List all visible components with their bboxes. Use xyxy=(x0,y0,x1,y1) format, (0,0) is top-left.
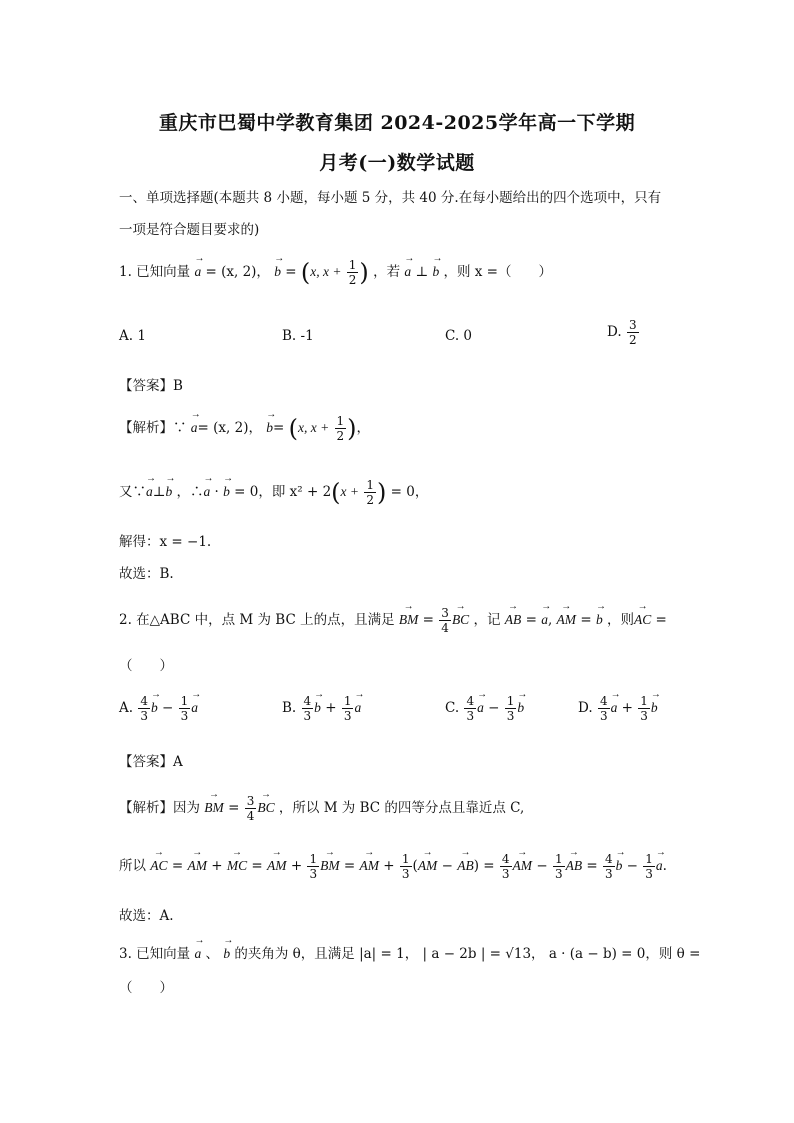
q3-paren: （ ） xyxy=(119,980,173,996)
section-heading-line1: 一、单项选择题(本题共 8 小题，每小题 5 分，共 40 分.在每小题给出的四个选项中，只有 xyxy=(119,190,662,206)
q2-choose: 故选：A. xyxy=(119,908,174,924)
question-3: 3. 已知向量 → a 、 → b 的夹角为 θ，且满足 |a| = 1， | a − 2b | = √13， a · (a − b) = 0，则 θ = xyxy=(119,942,700,962)
fraction-three-halves: $\frac{3}{2}$ xyxy=(628,318,637,347)
q1-analysis-line2: 又∵→ a⊥→ b ，∴→ a · → b = 0，即 x² + 2(x + $\frac{1}{2}$ ) = 0， xyxy=(119,478,428,507)
q1-option-d: D. $\frac{3}{2}$ xyxy=(607,318,637,347)
q1-answer: 【答案】B xyxy=(119,378,183,394)
q2-expansion: 所以 → AC = → AM + → MC = → AM + $\frac{1}{3}$ → BM = → AM + $\frac{1}{3}$ (→ AM − → AB) = $\frac{4}{3}$ → AM − $\frac{1}{3}$ → AB = $\frac{4}{3}$ → b − $\frac{1}{3}$ → a. xyxy=(119,852,667,881)
document-subtitle: 月考(一)数学试题 xyxy=(319,152,475,174)
q2-option-d: D. $\frac{4}{3}$ → a + $\frac{1}{3}$ → b xyxy=(578,694,658,723)
q1-solve: 解得：x = −1. xyxy=(119,534,212,550)
q2-analysis: 【解析】因为 → BM = $\frac{3}{4}$ → BC ，所以 M 为 BC 的四等分点且靠近点 C, xyxy=(119,794,524,823)
q1-choose: 故选：B. xyxy=(119,566,174,582)
q1-option-a: A. 1 xyxy=(119,328,146,344)
question-1: 1. 已知向量 → a = (x, 2)， → b = (x, x + $\frac{1}{2}$ ) ，若 → a ⊥ → b ，则 x =（ ） xyxy=(119,258,552,287)
document-title: 重庆市巴蜀中学教育集团 2024-2025学年高一下学期 xyxy=(158,112,636,134)
q1-option-b: B. -1 xyxy=(282,328,314,344)
q2-option-b: B. $\frac{4}{3}$ → b + $\frac{1}{3}$ → a xyxy=(282,694,361,723)
fraction-one-half: $\frac{1}{2}$ xyxy=(348,258,357,287)
q2-option-a: A. $\frac{4}{3}$ → b − $\frac{1}{3}$ → a xyxy=(119,694,198,723)
q2-answer: 【答案】A xyxy=(119,754,183,770)
q2-paren: （ ） xyxy=(119,658,173,674)
q2-option-c: C. $\frac{4}{3}$ → a − $\frac{1}{3}$ → b xyxy=(445,694,524,723)
question-2: 2. 在△ABC 中，点 M 为 BC 上的点，且满足 → BM = $\frac{3}{4}$ → BC ，记 → AB = → a, → AM = → b ，则→ AC = xyxy=(119,606,667,635)
q1-option-c: C. 0 xyxy=(445,328,473,344)
section-heading-line2: 一项是符合题目要求的) xyxy=(119,222,260,238)
q1-analysis: 【解析】∵ → a= (x, 2)， → b= (x, x + $\frac{1}{2}$ )， xyxy=(119,414,370,443)
